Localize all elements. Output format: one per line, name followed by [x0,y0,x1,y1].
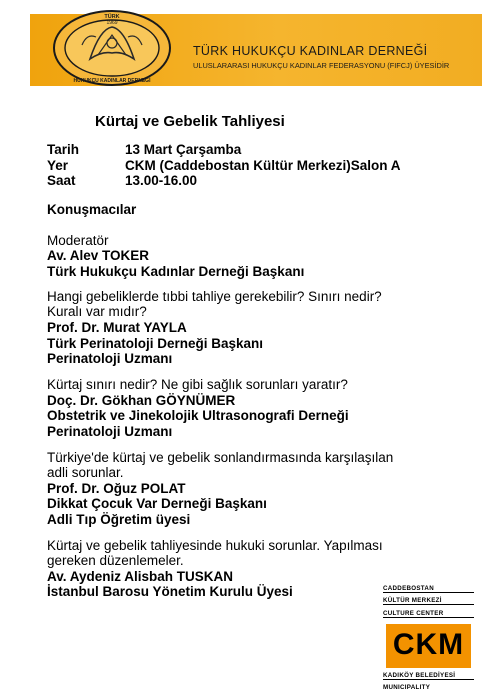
logo-top-text: TÜRK [104,14,120,20]
speaker-role: Perinatoloji Uzmanı [47,424,173,439]
topic-question-line: Kuralı var mıdır? [47,304,147,319]
event-title: Kürtaj ve Gebelik Tahliyesi [95,113,285,130]
speaker-role: Obstetrik ve Jinekolojik Ultrasonografi Derneği [47,408,349,423]
topic-question-line: Türkiye'de kürtaj ve gebelik sonlandırmasında karşılaşılan [47,450,394,465]
speaker-role: Perinatoloji Uzmanı [47,351,173,366]
time-row [47,173,197,188]
place-value: CKM (Caddebostan Kültür Merkezi)Salon A [125,158,401,173]
speaker-name: Prof. Dr. Oğuz POLAT [47,481,186,496]
speaker-name: Prof. Dr. Murat YAYLA [47,320,187,335]
topic-question-line: adli sorunlar. [47,465,124,480]
time-value: 13.00-16.00 [125,173,198,188]
speaker-name: Doç. Dr. Gökhan GÖYNÜMER [47,393,236,408]
speakers-heading: Konuşmacılar [47,202,137,217]
topic-question-line: Kürtaj ve gebelik tahliyesinde hukuki sorunlar. Yapılması [47,538,383,553]
ckm-line-kadikoy: KADIKÖY BELEDİYESİ [383,672,474,680]
logo-ring-text: HUKUKÇU KADINLAR DERNEĞİ [73,78,151,84]
speaker-role: Adli Tıp Öğretim üyesi [47,512,191,527]
topic-question-line: Kürtaj sınırı nedir? Ne gibi sağlık sorunları yaratır? [47,377,348,392]
organization-subtitle: ULUSLARARASI HUKUKÇU KADINLAR FEDERASYONU (FIFCJ) ÜYESİDİR [193,61,450,70]
date-label: Tarih [47,142,80,157]
date-row [47,142,241,157]
moderator-role: Türk Hukukçu Kadınlar Derneği Başkanı [47,264,305,279]
organization-name: TÜRK HUKUKÇU KADINLAR DERNEĞİ [193,44,428,58]
place-label: Yer [47,158,69,173]
moderator-name: Av. Alev TOKER [47,248,150,263]
association-logo [52,9,172,87]
ckm-logo-box [386,624,471,668]
ckm-line-municipality: MUNICIPALITY [383,684,431,691]
speaker-role: İstanbul Barosu Yönetim Kurulu Üyesi [47,584,293,599]
ckm-line-kultur-merkezi: KÜLTÜR MERKEZİ [383,597,474,605]
ckm-logo-text: CKM [392,628,465,661]
moderator-label: Moderatör [47,233,109,248]
speaker-role: Türk Perinatoloji Derneği Başkanı [47,336,264,351]
ckm-logo [383,585,474,695]
speaker-role: Dikkat Çocuk Var Derneği Başkanı [47,496,267,511]
topic-question-line: Hangi gebeliklerde tıbbi tahliye gerekebilir? Sınırı nedir? [47,289,382,304]
date-value: 13 Mart Çarşamba [125,142,242,157]
logo-year: 1969 [106,20,118,26]
ckm-line-culture-center: CULTURE CENTER [383,610,474,618]
speaker-name: Av. Aydeniz Alisbah TUSKAN [47,569,234,584]
topic-question-line: gereken düzenlemeler. [47,553,184,568]
ckm-line-caddebostan: CADDEBOSTAN [383,585,474,593]
place-row [47,158,401,173]
time-label: Saat [47,173,76,188]
